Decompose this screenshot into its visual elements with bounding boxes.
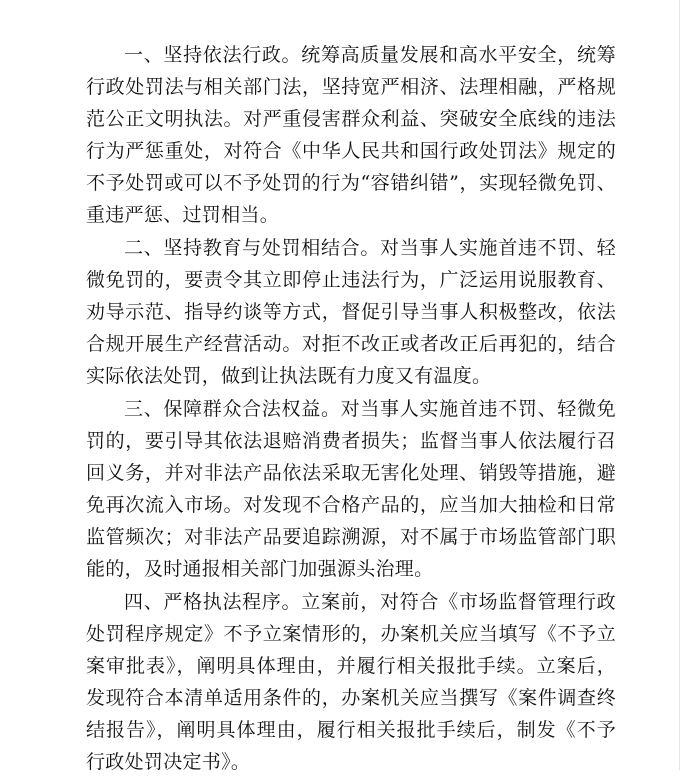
paragraph-adhere-to-law: 一、坚持依法行政。统筹高质量发展和高水平安全，统筹行政处罚法与相关部门法，坚持宽严相济、法理相融，严格规范公正文明执法。对严重侵害群众利益、突破安全底线的违法行为严惩重处，对符合《中华人民共和国行政处罚法》规定的不予处罚或可以不予处罚的行为“容错纠错”，实现轻微免罚、重违严惩、过罚相当。 <box>86 44 616 227</box>
paragraph-protect-public-rights: 三、保障群众合法权益。对当事人实施首违不罚、轻微免罚的，要引导其依法退赔消费者损失；监督当事人依法履行召回义务，并对非法产品依法采取无害化处理、销毁等措施，避免再次流入市场。对发现不合格产品的，应当加大抽检和日常监管频次；对非法产品要追踪溯源，对不属于市场监管部门职能的，及时通报相关部门加强源头治理。 <box>86 398 616 581</box>
paragraph-strict-procedure: 四、严格执法程序。立案前，对符合《市场监督管理行政处罚程序规定》不予立案情形的，办案机关应当填写《不予立案审批表》，阐明具体理由，并履行相关报批手续。立案后，发现符合本清单适用条件的，办案机关应当撰写《案件调查终结报告》，阐明具体理由，履行相关报批手续后，制发《不予行政处罚决定书》。 <box>86 591 616 774</box>
paragraph-education-and-penalty: 二、坚持教育与处罚相结合。对当事人实施首违不罚、轻微免罚的，要责令其立即停止违法行为，广泛运用说服教育、劝导示范、指导约谈等方式，督促引导当事人积极整改，依法合规开展生产经营活动。对拒不改正或者改正后再犯的，结合实际依法处罚，做到让执法既有力度又有温度。 <box>86 237 616 388</box>
